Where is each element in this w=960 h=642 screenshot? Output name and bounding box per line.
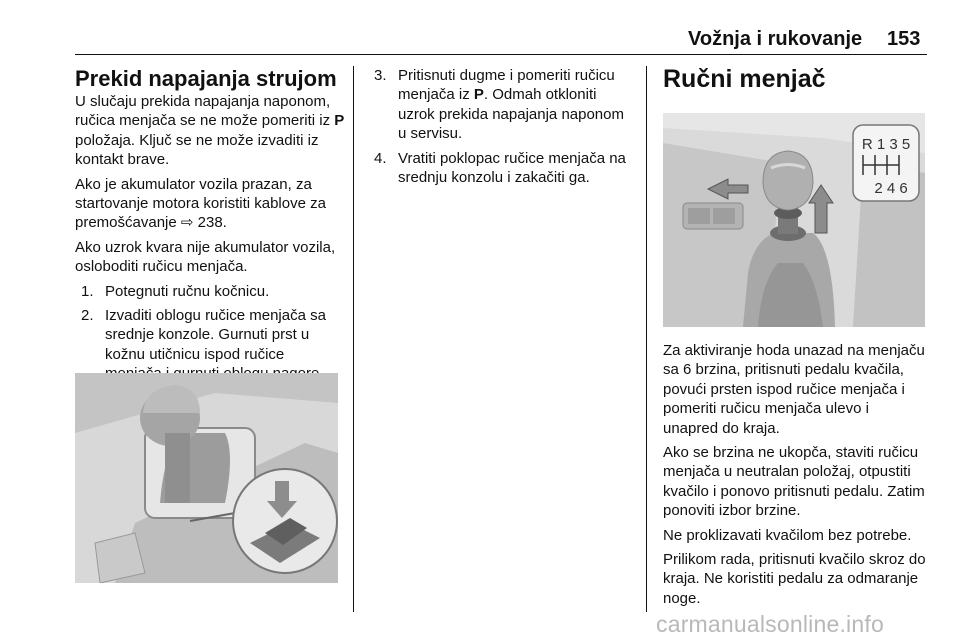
gear-pattern-top-text: R 1 3 5 — [861, 136, 911, 153]
page-reference-link[interactable]: ⇨ 238. — [180, 214, 227, 232]
paragraph-release-lever: Ako uzrok kvara nije akumulator vozila, osloboditi ručicu menjača. — [75, 238, 336, 276]
arrow-reference-icon: ⇨ — [180, 214, 194, 232]
gear-p-symbol: P — [334, 112, 345, 130]
paragraph-reverse-gear: Za aktiviranje hoda unazad na menjaču sa 6 brzina, pritisnuti pedalu kvačila, povući prsten ispod ručice menjača i pomeriti ručicu menjača ulevo i unapred do kraja. — [663, 342, 925, 437]
list-item: 4. Vratiti poklopac ručice menjača na srednju konzolu i zakačiti ga. — [374, 149, 626, 187]
list-item: 1. Potegnuti ručnu kočnicu. — [81, 282, 270, 300]
column-3 — [663, 64, 927, 94]
gear-p-symbol: P — [473, 86, 484, 104]
paragraph-clutch-fully: Prilikom rada, pritisnuti kvačilo skroz do kraja. Ne koristiti pedalu za odmaranje noge. — [663, 551, 926, 607]
column-3-text — [663, 341, 928, 613]
paragraph-gear-not-engaged: Ako se brzina ne ukopča, staviti ručicu menjača u neutralan položaj, otpustiti kvačilo i ponovo pritisnuti pedalu. Zatim ponoviti izbor brzine. — [663, 444, 925, 520]
list-item: 3. Pritisnuti dugme i pomeriti ručicu menjača iz P. Odmah otkloniti uzrok prekida napajanja naponom u servisu. — [374, 67, 624, 143]
paragraph-power-failure: U slučaju prekida napajanja naponom, ručica menjača se ne može pomeriti iz P položaja. Ključ se ne može izvaditi iz kontakt brave. — [75, 93, 345, 169]
column-2 — [374, 66, 636, 192]
gear-lever-cover-illustration — [75, 373, 338, 583]
steps-list-2 — [374, 66, 636, 187]
page-number: 153 — [887, 28, 921, 50]
column-divider-1 — [353, 66, 354, 612]
column-divider-2 — [646, 66, 647, 612]
header-rule — [75, 54, 927, 55]
list-item: 2. Izvaditi oblogu ručice menjača sa srednje konzole. Gurnuti prst u kožnu utičnicu ispod ručice — [81, 307, 326, 363]
section-heading-manual-transmission: Ručni menjač — [663, 65, 826, 93]
column-1 — [75, 66, 345, 389]
manual-gear-lever-illustration — [663, 113, 925, 327]
paragraph-jump-start: Ako je akumulator vozila prazan, za startovanje motora koristiti kablove za premošćavanje ⇨ 238. — [75, 175, 326, 232]
running-header: Vožnja i rukovanje — [688, 28, 863, 50]
watermark-text: carmanualsonline.info — [656, 611, 884, 637]
gear-pattern-bottom-text: 2 4 6 — [874, 180, 908, 197]
steps-list-1 — [81, 282, 345, 384]
section-heading-power-failure: Prekid napajanja strujom — [75, 66, 337, 91]
paragraph-clutch-slip: Ne proklizavati kvačilom bez potrebe. — [663, 526, 912, 544]
